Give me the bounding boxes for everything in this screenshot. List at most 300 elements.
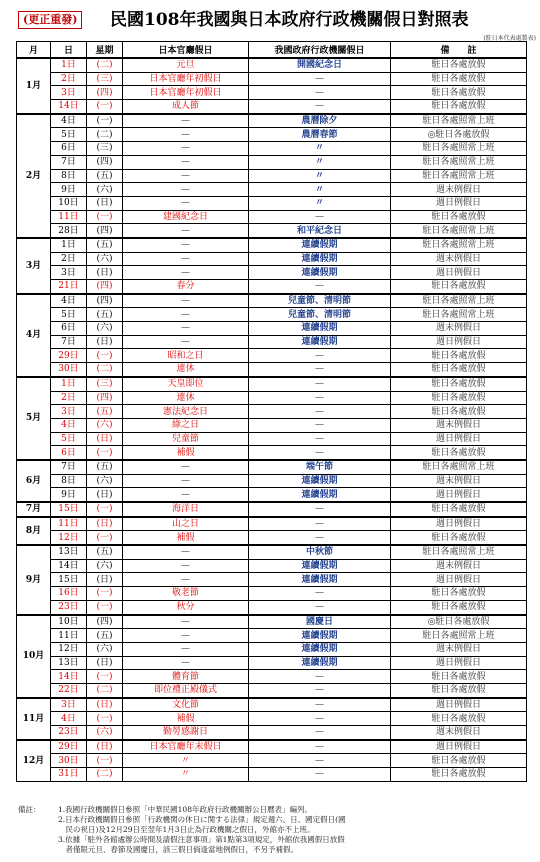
- remark-cell: 週末例假日: [391, 726, 527, 740]
- japan-holiday-cell: 連休: [123, 363, 249, 377]
- day-cell: 12日: [51, 531, 87, 545]
- table-row: [17, 349, 527, 363]
- remark-cell: 駐日各處放假: [391, 670, 527, 684]
- taiwan-holiday-cell: 連續假期: [249, 488, 391, 502]
- remark-cell: 駐日各處放假: [391, 446, 527, 460]
- taiwan-holiday-cell: —: [249, 670, 391, 684]
- weekday-cell: (一): [87, 712, 123, 726]
- remark-cell: 駐日各處放假: [391, 72, 527, 86]
- remark-cell: 週末例假日: [391, 418, 527, 432]
- table-row: [17, 656, 527, 670]
- weekday-cell: (六): [87, 474, 123, 488]
- weekday-cell: (三): [87, 142, 123, 156]
- day-cell: 5日: [51, 308, 87, 322]
- weekday-cell: (五): [87, 238, 123, 252]
- table-row: [17, 391, 527, 405]
- day-cell: 4日: [51, 712, 87, 726]
- japan-holiday-cell: 天皇即位: [123, 377, 249, 391]
- remark-cell: ◎駐日各處放假: [391, 128, 527, 142]
- remark-cell: 駐日各處放假: [391, 58, 527, 72]
- day-cell: 8日: [51, 474, 87, 488]
- weekday-cell: (二): [87, 128, 123, 142]
- day-cell: 28日: [51, 224, 87, 238]
- weekday-cell: (一): [87, 114, 123, 128]
- weekday-cell: (日): [87, 656, 123, 670]
- taiwan-holiday-cell: 兒童節、清明節: [249, 308, 391, 322]
- taiwan-holiday-cell: —: [249, 517, 391, 531]
- month-cell: 3月: [17, 238, 51, 294]
- taiwan-holiday-cell: 連續假期: [249, 335, 391, 349]
- taiwan-holiday-cell: 連續假期: [249, 252, 391, 266]
- remark-cell: 週日例假日: [391, 196, 527, 210]
- day-cell: 1日: [51, 238, 87, 252]
- table-row: [17, 615, 527, 629]
- table-row: [17, 460, 527, 474]
- remark-cell: 駐日各處照常上班: [391, 308, 527, 322]
- weekday-cell: (二): [87, 363, 123, 377]
- table-row: [17, 114, 527, 128]
- japan-holiday-cell: 成人節: [123, 100, 249, 114]
- weekday-cell: (三): [87, 72, 123, 86]
- taiwan-holiday-cell: —: [249, 600, 391, 614]
- taiwan-holiday-cell: 〃: [249, 142, 391, 156]
- taiwan-holiday-cell: 〃: [249, 196, 391, 210]
- weekday-cell: (三): [87, 377, 123, 391]
- japan-holiday-cell: 勤勞感謝日: [123, 726, 249, 740]
- table-row: [17, 712, 527, 726]
- japan-holiday-cell: —: [123, 460, 249, 474]
- table-row: [17, 266, 527, 280]
- taiwan-holiday-cell: —: [249, 446, 391, 460]
- taiwan-holiday-cell: 連續假期: [249, 642, 391, 656]
- table-row: [17, 488, 527, 502]
- taiwan-holiday-cell: —: [249, 100, 391, 114]
- header-remarks: 備 註: [391, 42, 527, 59]
- taiwan-holiday-cell: —: [249, 698, 391, 712]
- weekday-cell: (日): [87, 266, 123, 280]
- day-cell: 11日: [51, 517, 87, 531]
- weekday-cell: (四): [87, 155, 123, 169]
- japan-holiday-cell: —: [123, 629, 249, 643]
- japan-holiday-cell: 日本官廳年末假日: [123, 740, 249, 754]
- japan-holiday-cell: 敬老節: [123, 587, 249, 601]
- day-cell: 3日: [51, 86, 87, 100]
- table-row: [17, 224, 527, 238]
- japan-holiday-cell: —: [123, 294, 249, 308]
- table-row: [17, 502, 527, 517]
- japan-holiday-cell: —: [123, 252, 249, 266]
- japan-holiday-cell: 補假: [123, 531, 249, 545]
- table-row: [17, 754, 527, 768]
- taiwan-holiday-cell: 連續假期: [249, 573, 391, 587]
- taiwan-holiday-cell: 連續假期: [249, 266, 391, 280]
- table-row: [17, 58, 527, 72]
- weekday-cell: (五): [87, 405, 123, 419]
- day-cell: 1日: [51, 58, 87, 72]
- day-cell: 15日: [51, 502, 87, 517]
- japan-holiday-cell: —: [123, 488, 249, 502]
- table-row: [17, 531, 527, 545]
- remark-cell: 週末例假日: [391, 322, 527, 336]
- japan-holiday-cell: 體育節: [123, 670, 249, 684]
- weekday-cell: (一): [87, 670, 123, 684]
- remark-cell: 駐日各處照常上班: [391, 114, 527, 128]
- day-cell: 16日: [51, 587, 87, 601]
- remark-cell: 週日例假日: [391, 656, 527, 670]
- remark-cell: 駐日各處照常上班: [391, 545, 527, 559]
- taiwan-holiday-cell: 農曆春節: [249, 128, 391, 142]
- japan-holiday-cell: —: [123, 545, 249, 559]
- footnote-item: 3.依據「駐外各館處辦公時間及請假注意事項」第1點第3項規定，外館依我國假日放假: [58, 835, 345, 844]
- day-cell: 12日: [51, 642, 87, 656]
- japan-holiday-cell: —: [123, 224, 249, 238]
- japan-holiday-cell: —: [123, 266, 249, 280]
- month-cell: 10月: [17, 615, 51, 698]
- day-cell: 23日: [51, 726, 87, 740]
- remark-cell: 駐日各處放假: [391, 100, 527, 114]
- remark-cell: 週末例假日: [391, 474, 527, 488]
- taiwan-holiday-cell: —: [249, 72, 391, 86]
- table-row: [17, 308, 527, 322]
- table-row: [17, 142, 527, 156]
- table-header-row: [17, 42, 527, 59]
- table-row: [17, 238, 527, 252]
- table-row: [17, 573, 527, 587]
- day-cell: 7日: [51, 155, 87, 169]
- weekday-cell: (四): [87, 615, 123, 629]
- weekday-cell: (日): [87, 517, 123, 531]
- weekday-cell: (一): [87, 587, 123, 601]
- weekday-cell: (一): [87, 210, 123, 224]
- taiwan-holiday-cell: 〃: [249, 155, 391, 169]
- header-month: 月: [17, 42, 51, 59]
- day-cell: 13日: [51, 656, 87, 670]
- day-cell: 5日: [51, 432, 87, 446]
- weekday-cell: (一): [87, 446, 123, 460]
- day-cell: 7日: [51, 335, 87, 349]
- taiwan-holiday-cell: 中秋節: [249, 545, 391, 559]
- japan-holiday-cell: 即位禮正殿儀式: [123, 683, 249, 697]
- month-cell: 9月: [17, 545, 51, 614]
- japan-holiday-cell: 兒童節: [123, 432, 249, 446]
- weekday-cell: (五): [87, 545, 123, 559]
- taiwan-holiday-cell: —: [249, 210, 391, 224]
- japan-holiday-cell: —: [123, 183, 249, 197]
- header-weekday: 星期: [87, 42, 123, 59]
- weekday-cell: (一): [87, 100, 123, 114]
- table-row: [17, 210, 527, 224]
- header-taiwan-holiday: 我國政府行政機關假日: [249, 42, 391, 59]
- weekday-cell: (四): [87, 391, 123, 405]
- day-cell: 10日: [51, 615, 87, 629]
- japan-holiday-cell: 日本官廳年初假日: [123, 72, 249, 86]
- month-cell: 6月: [17, 460, 51, 502]
- issuer-note: (駐日本代表處製表): [483, 35, 536, 42]
- weekday-cell: (日): [87, 573, 123, 587]
- table-row: [17, 335, 527, 349]
- remark-cell: 週日例假日: [391, 432, 527, 446]
- remark-cell: 週日例假日: [391, 488, 527, 502]
- day-cell: 29日: [51, 740, 87, 754]
- weekday-cell: (四): [87, 294, 123, 308]
- table-row: [17, 280, 527, 294]
- weekday-cell: (日): [87, 335, 123, 349]
- japan-holiday-cell: —: [123, 114, 249, 128]
- footnote-label: 備註：: [18, 805, 41, 814]
- table-row: [17, 545, 527, 559]
- weekday-cell: (二): [87, 768, 123, 782]
- day-cell: 30日: [51, 754, 87, 768]
- table-row: [17, 726, 527, 740]
- japan-holiday-cell: —: [123, 573, 249, 587]
- remark-cell: 週日例假日: [391, 740, 527, 754]
- month-cell: 7月: [17, 502, 51, 517]
- remark-cell: 駐日各處照常上班: [391, 238, 527, 252]
- taiwan-holiday-cell: —: [249, 377, 391, 391]
- day-cell: 14日: [51, 559, 87, 573]
- table-row: [17, 517, 527, 531]
- table-row: [17, 432, 527, 446]
- weekday-cell: (六): [87, 322, 123, 336]
- taiwan-holiday-cell: 端午節: [249, 460, 391, 474]
- day-cell: 1日: [51, 377, 87, 391]
- weekday-cell: (六): [87, 559, 123, 573]
- remark-cell: 駐日各處放假: [391, 768, 527, 782]
- table-row: [17, 559, 527, 573]
- japan-holiday-cell: 山之日: [123, 517, 249, 531]
- weekday-cell: (一): [87, 502, 123, 517]
- weekday-cell: (日): [87, 740, 123, 754]
- day-cell: 10日: [51, 196, 87, 210]
- taiwan-holiday-cell: —: [249, 768, 391, 782]
- taiwan-holiday-cell: —: [249, 86, 391, 100]
- remark-cell: 駐日各處放假: [391, 280, 527, 294]
- remark-cell: 週末例假日: [391, 642, 527, 656]
- remark-cell: 週末例假日: [391, 559, 527, 573]
- weekday-cell: (四): [87, 224, 123, 238]
- japan-holiday-cell: 元旦: [123, 58, 249, 72]
- day-cell: 2日: [51, 72, 87, 86]
- day-cell: 7日: [51, 460, 87, 474]
- table-row: [17, 683, 527, 697]
- day-cell: 11日: [51, 629, 87, 643]
- weekday-cell: (六): [87, 418, 123, 432]
- weekday-cell: (五): [87, 308, 123, 322]
- table-row: [17, 169, 527, 183]
- taiwan-holiday-cell: 連續假期: [249, 474, 391, 488]
- japan-holiday-cell: 憲法紀念日: [123, 405, 249, 419]
- table-row: [17, 183, 527, 197]
- table-row: [17, 294, 527, 308]
- table-row: [17, 600, 527, 614]
- remark-cell: 駐日各處照常上班: [391, 142, 527, 156]
- table-row: [17, 322, 527, 336]
- day-cell: 29日: [51, 349, 87, 363]
- table-row: [17, 363, 527, 377]
- weekday-cell: (二): [87, 58, 123, 72]
- remark-cell: 駐日各處放假: [391, 600, 527, 614]
- japan-holiday-cell: —: [123, 335, 249, 349]
- japan-holiday-cell: 補假: [123, 446, 249, 460]
- table-row: [17, 474, 527, 488]
- header-day: 日: [51, 42, 87, 59]
- day-cell: 2日: [51, 252, 87, 266]
- page-title: 民國108年我國與日本政府行政機關假日對照表: [110, 10, 469, 30]
- weekday-cell: (一): [87, 349, 123, 363]
- remark-cell: 駐日各處照常上班: [391, 294, 527, 308]
- table-row: [17, 196, 527, 210]
- table-row: [17, 377, 527, 391]
- taiwan-holiday-cell: —: [249, 418, 391, 432]
- day-cell: 31日: [51, 768, 87, 782]
- remark-cell: 週日例假日: [391, 335, 527, 349]
- taiwan-holiday-cell: 國慶日: [249, 615, 391, 629]
- japan-holiday-cell: —: [123, 155, 249, 169]
- day-cell: 3日: [51, 698, 87, 712]
- holiday-table: [16, 41, 527, 782]
- table-row: [17, 86, 527, 100]
- day-cell: 13日: [51, 545, 87, 559]
- remark-cell: 駐日各處放假: [391, 391, 527, 405]
- japan-holiday-cell: 春分: [123, 280, 249, 294]
- weekday-cell: (五): [87, 629, 123, 643]
- taiwan-holiday-cell: —: [249, 531, 391, 545]
- table-row: [17, 446, 527, 460]
- day-cell: 9日: [51, 183, 87, 197]
- table-row: [17, 252, 527, 266]
- day-cell: 2日: [51, 391, 87, 405]
- day-cell: 3日: [51, 266, 87, 280]
- japan-holiday-cell: —: [123, 196, 249, 210]
- japan-holiday-cell: —: [123, 169, 249, 183]
- day-cell: 6日: [51, 446, 87, 460]
- table-body: [17, 58, 527, 781]
- japan-holiday-cell: 〃: [123, 768, 249, 782]
- day-cell: 4日: [51, 114, 87, 128]
- footnote-list: [18, 805, 526, 855]
- remark-cell: 駐日各處放假: [391, 754, 527, 768]
- day-cell: 3日: [51, 405, 87, 419]
- japan-holiday-cell: 日本官廳年初假日: [123, 86, 249, 100]
- japan-holiday-cell: 海洋日: [123, 502, 249, 517]
- weekday-cell: (六): [87, 642, 123, 656]
- remark-cell: 駐日各處照常上班: [391, 169, 527, 183]
- weekday-cell: (一): [87, 754, 123, 768]
- weekday-cell: (一): [87, 531, 123, 545]
- japan-holiday-cell: 昭和之日: [123, 349, 249, 363]
- day-cell: 5日: [51, 128, 87, 142]
- weekday-cell: (日): [87, 698, 123, 712]
- weekday-cell: (二): [87, 683, 123, 697]
- remark-cell: 週日例假日: [391, 698, 527, 712]
- remark-cell: 駐日各處放假: [391, 405, 527, 419]
- footnote-item: 者僅限元旦、春節及國慶日，該三假日倘逢當地例假日，不另予補假。: [58, 845, 298, 854]
- day-cell: 14日: [51, 670, 87, 684]
- table-row: [17, 587, 527, 601]
- weekday-cell: (五): [87, 169, 123, 183]
- taiwan-holiday-cell: —: [249, 280, 391, 294]
- japan-holiday-cell: 補假: [123, 712, 249, 726]
- day-cell: 6日: [51, 142, 87, 156]
- japan-holiday-cell: —: [123, 128, 249, 142]
- title-row: [14, 8, 526, 32]
- day-cell: 15日: [51, 573, 87, 587]
- table-row: [17, 72, 527, 86]
- taiwan-holiday-cell: —: [249, 349, 391, 363]
- remark-cell: 駐日各處放假: [391, 349, 527, 363]
- remark-cell: 駐日各處放假: [391, 712, 527, 726]
- taiwan-holiday-cell: 兒童節、清明節: [249, 294, 391, 308]
- day-cell: 6日: [51, 322, 87, 336]
- table-row: [17, 155, 527, 169]
- month-cell: 5月: [17, 377, 51, 460]
- footnote-item: 2.日本行政機關假日參照「行政機関の休日に関する法律」規定週六、日、國定假日(國: [58, 815, 346, 824]
- table-row: [17, 768, 527, 782]
- taiwan-holiday-cell: —: [249, 391, 391, 405]
- weekday-cell: (六): [87, 183, 123, 197]
- correction-tag: (更正重發): [18, 11, 82, 29]
- taiwan-holiday-cell: 連續假期: [249, 238, 391, 252]
- taiwan-holiday-cell: 連續假期: [249, 322, 391, 336]
- table-row: [17, 698, 527, 712]
- remark-cell: 週末例假日: [391, 252, 527, 266]
- remark-cell: 週日例假日: [391, 266, 527, 280]
- remark-cell: 駐日各處放假: [391, 86, 527, 100]
- day-cell: 30日: [51, 363, 87, 377]
- taiwan-holiday-cell: 連續假期: [249, 656, 391, 670]
- remark-cell: 駐日各處放假: [391, 210, 527, 224]
- day-cell: 8日: [51, 169, 87, 183]
- weekday-cell: (五): [87, 460, 123, 474]
- day-cell: 4日: [51, 294, 87, 308]
- weekday-cell: (日): [87, 432, 123, 446]
- header-japan-holiday: 日本官廳假日: [123, 42, 249, 59]
- month-cell: 4月: [17, 294, 51, 377]
- taiwan-holiday-cell: —: [249, 405, 391, 419]
- day-cell: 14日: [51, 100, 87, 114]
- month-cell: 12月: [17, 740, 51, 782]
- weekday-cell: (四): [87, 280, 123, 294]
- day-cell: 21日: [51, 280, 87, 294]
- japan-holiday-cell: —: [123, 238, 249, 252]
- japan-holiday-cell: —: [123, 142, 249, 156]
- weekday-cell: (日): [87, 488, 123, 502]
- taiwan-holiday-cell: 〃: [249, 169, 391, 183]
- taiwan-holiday-cell: 農曆除夕: [249, 114, 391, 128]
- table-row: [17, 670, 527, 684]
- month-cell: 1月: [17, 58, 51, 114]
- taiwan-holiday-cell: —: [249, 502, 391, 517]
- japan-holiday-cell: 秋分: [123, 600, 249, 614]
- japan-holiday-cell: —: [123, 322, 249, 336]
- taiwan-holiday-cell: —: [249, 726, 391, 740]
- taiwan-holiday-cell: —: [249, 683, 391, 697]
- day-cell: 23日: [51, 600, 87, 614]
- taiwan-holiday-cell: —: [249, 740, 391, 754]
- table-row: [17, 629, 527, 643]
- weekday-cell: (一): [87, 600, 123, 614]
- japan-holiday-cell: 綠之日: [123, 418, 249, 432]
- remark-cell: 週日例假日: [391, 573, 527, 587]
- taiwan-holiday-cell: 和平紀念日: [249, 224, 391, 238]
- table-row: [17, 740, 527, 754]
- japan-holiday-cell: —: [123, 615, 249, 629]
- remark-cell: 駐日各處放假: [391, 683, 527, 697]
- japan-holiday-cell: —: [123, 308, 249, 322]
- japan-holiday-cell: 文化節: [123, 698, 249, 712]
- footnotes: [18, 805, 526, 855]
- remark-cell: ◎駐日各處放假: [391, 615, 527, 629]
